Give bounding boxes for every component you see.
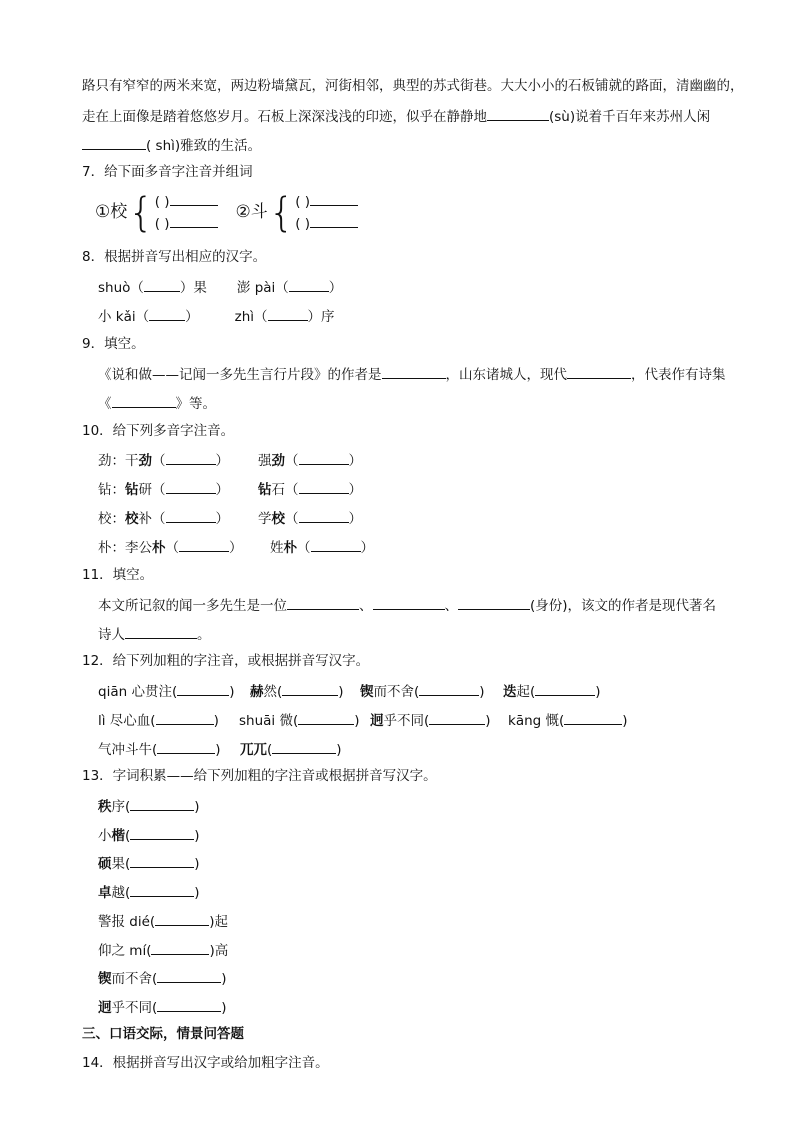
brace-icon: { — [268, 190, 295, 236]
answer-blank[interactable] — [373, 595, 445, 610]
answer-blank[interactable] — [166, 479, 216, 494]
answer-blank[interactable] — [299, 479, 349, 494]
question-12-row-3: 气冲斗牛( ) 兀兀( ) — [98, 739, 342, 759]
answer-blank[interactable] — [564, 710, 622, 725]
question-13-title: 13．字词积累——给下列加粗的字注音或根据拼音写汉字。 — [82, 768, 437, 784]
answer-blank[interactable] — [170, 191, 218, 206]
answer-blank[interactable] — [535, 681, 595, 696]
question-7-title: 7．给下面多音字注音并组词 — [82, 164, 253, 180]
question-12-row-2: lì 尽心血( ) shuāi 微( ) 迥乎不同( ) kāng 慨( ) — [98, 710, 628, 730]
answer-blank[interactable] — [268, 306, 308, 321]
q13-item: 卓越( ) — [98, 882, 200, 902]
passage-line-3: ( shì)雅致的生活。 — [82, 135, 261, 155]
question-11-line-2: 诗人 。 — [98, 624, 211, 644]
question-11-title: 11．填空。 — [82, 567, 154, 583]
q13-item: 锲而不舍( ) — [98, 968, 227, 988]
answer-blank[interactable] — [177, 681, 229, 696]
answer-blank[interactable] — [130, 853, 194, 868]
answer-blank[interactable] — [151, 940, 209, 955]
q13-item: 仰之 mí( )高 — [98, 940, 228, 960]
answer-blank[interactable] — [155, 911, 209, 926]
answer-blank[interactable] — [112, 393, 176, 408]
question-8-title: 8．根据拼音写出相应的汉字。 — [82, 249, 267, 265]
answer-blank[interactable] — [458, 595, 530, 610]
question-14-title: 14．根据拼音写出汉字或给加粗字注音。 — [82, 1055, 329, 1071]
question-11-line-1: 本文所记叙的闻一多先生是一位 、 、 (身份)，该文的作者是现代著名 — [98, 595, 716, 615]
q13-item: 迥乎不同( ) — [98, 997, 227, 1017]
passage-line-1: 路只有窄窄的两米来宽，两边粉墙黛瓦，河街相邻，典型的苏式街巷。大大小小的石板铺就的路面，清幽幽的， — [82, 78, 744, 94]
answer-blank[interactable] — [282, 681, 338, 696]
polyphone-item: ①校 — [95, 202, 128, 222]
answer-blank[interactable] — [157, 739, 215, 754]
q13-item: 秩序( ) — [98, 796, 200, 816]
answer-blank[interactable] — [130, 825, 194, 840]
q13-item: 小楷( ) — [98, 825, 200, 845]
answer-blank[interactable] — [130, 882, 194, 897]
answer-blank[interactable] — [311, 537, 361, 552]
answer-blank[interactable] — [130, 796, 194, 811]
question-7-items: ①校{ ( ) ( ) ②斗{ ( ) ( ) — [95, 191, 358, 235]
answer-blank[interactable] — [272, 739, 336, 754]
answer-blank[interactable] — [170, 213, 218, 228]
question-10-title: 10．给下列多音字注音。 — [82, 423, 235, 439]
answer-blank[interactable] — [149, 306, 185, 321]
answer-blank[interactable] — [125, 624, 197, 639]
question-10-row: 劲：干劲（ ） 强劲（ ） — [98, 450, 362, 470]
answer-blank[interactable] — [144, 277, 180, 292]
answer-blank[interactable] — [82, 135, 146, 150]
answer-blank[interactable] — [419, 681, 479, 696]
answer-blank[interactable] — [310, 191, 358, 206]
question-8-row-1: shuò（ ）果 澎 pài（ ） — [98, 277, 342, 297]
question-10-row: 钻：钻研（ ） 钻石（ ） — [98, 479, 362, 499]
polyphone-item: ②斗 — [235, 202, 268, 222]
section-heading: 三、口语交际，情景问答题 — [82, 1026, 244, 1042]
answer-blank[interactable] — [382, 364, 446, 379]
answer-blank[interactable] — [429, 710, 485, 725]
answer-blank[interactable] — [157, 968, 221, 983]
answer-blank[interactable] — [310, 213, 358, 228]
answer-blank[interactable] — [299, 450, 349, 465]
question-9-line-2: 《 》等。 — [98, 393, 216, 413]
question-10-row: 校：校补（ ） 学校（ ） — [98, 508, 362, 528]
question-9-title: 9．填空。 — [82, 336, 145, 352]
answer-blank[interactable] — [487, 106, 549, 121]
q13-item: 警报 dié( )起 — [98, 911, 228, 931]
answer-blank[interactable] — [179, 537, 229, 552]
answer-blank[interactable] — [157, 997, 221, 1012]
answer-blank[interactable] — [166, 450, 216, 465]
question-10-row: 朴：李公朴（ ） 姓朴（ ） — [98, 537, 374, 557]
question-9-line-1: 《说和做——记闻一多先生言行片段》的作者是 ，山东诸城人，现代 ，代表作有诗集 — [98, 364, 726, 384]
answer-blank[interactable] — [166, 508, 216, 523]
answer-blank[interactable] — [156, 710, 214, 725]
answer-blank[interactable] — [287, 595, 359, 610]
brace-icon: { — [128, 190, 154, 236]
question-12-row-1: qiān 心贯注( ) 赫然( ) 锲而不舍( ) 迭起( ) — [98, 681, 601, 701]
answer-blank[interactable] — [289, 277, 329, 292]
answer-blank[interactable] — [298, 710, 354, 725]
answer-blank[interactable] — [567, 364, 631, 379]
question-12-title: 12．给下列加粗的字注音，或根据拼音写汉字。 — [82, 653, 370, 669]
q13-item: 硕果( ) — [98, 853, 200, 873]
passage-line-2: 走在上面像是踏着悠悠岁月。石板上深深浅浅的印迹，似乎在静静地 (sù)说着千百年来苏州人闲 — [82, 106, 710, 126]
answer-blank[interactable] — [299, 508, 349, 523]
question-8-row-2: 小 kǎi（ ） zhì（ ）序 — [98, 306, 335, 326]
